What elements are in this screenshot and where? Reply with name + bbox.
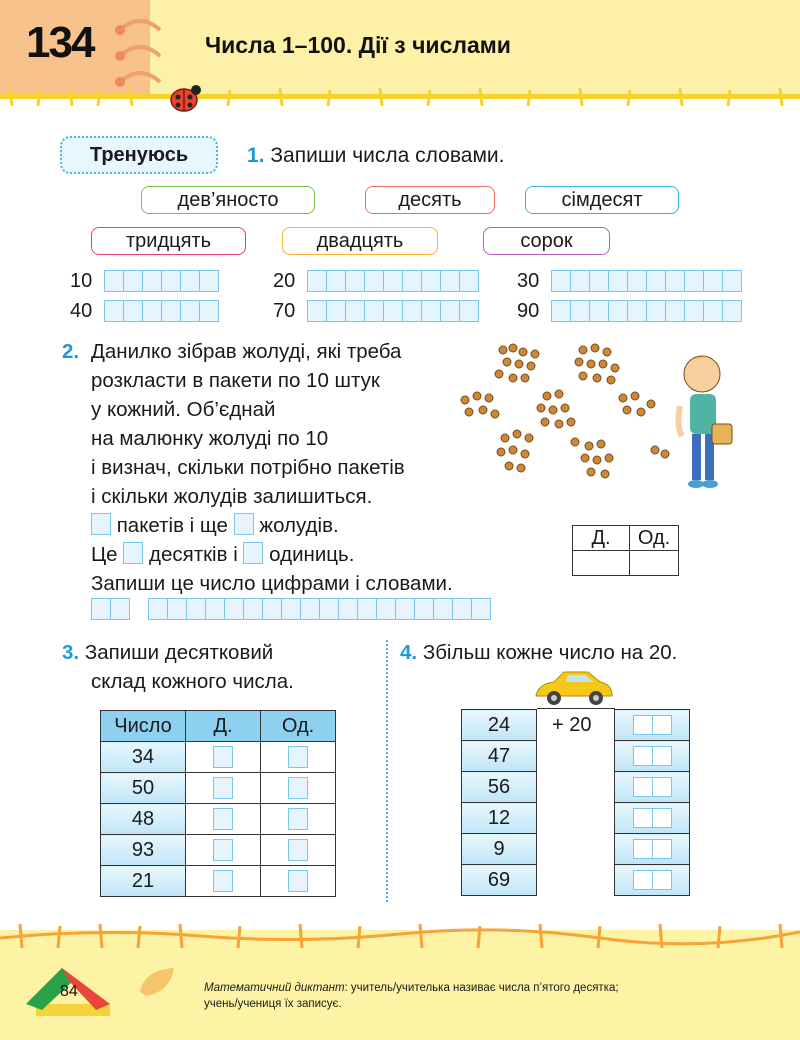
task1-text: Запиши числа словами. xyxy=(270,144,505,167)
input-column xyxy=(461,709,537,896)
tens-answer xyxy=(186,742,261,773)
word-card-twenty: двадцять xyxy=(282,227,438,255)
number-20: 20 xyxy=(273,270,296,292)
task2-text xyxy=(91,337,481,598)
ones-label: одиниць. xyxy=(269,543,355,566)
task1-instruction xyxy=(247,144,504,168)
answer-cells-20[interactable] xyxy=(307,270,478,292)
tens-box[interactable] xyxy=(213,839,233,861)
task4-number: 4. xyxy=(400,641,418,664)
ones-box[interactable] xyxy=(288,808,308,830)
leaf-icon xyxy=(134,962,184,1002)
task3-line1: Запиши десятковий xyxy=(84,641,274,664)
row-number: 21 xyxy=(101,866,186,897)
word-card-forty: сорок xyxy=(483,227,610,255)
footer-note-rest: : учитель/учителька називає числа п’ятого десятка; xyxy=(344,982,619,994)
footer-note xyxy=(204,980,764,1012)
ones-header: Од. xyxy=(630,526,679,551)
task2-line: Данилко зібрав жолуді, які треба xyxy=(91,340,402,363)
tens-header: Д. xyxy=(573,526,630,551)
boy-illustration xyxy=(672,346,742,496)
swirl-decoration xyxy=(112,8,172,98)
result-cell[interactable] xyxy=(615,772,690,803)
task2-number xyxy=(62,337,79,366)
ones-cell[interactable] xyxy=(630,551,679,576)
col-tens-header: Д. xyxy=(186,711,261,742)
result-cell[interactable] xyxy=(615,834,690,865)
task2-line: на малюнку жолуді по 10 xyxy=(91,427,329,450)
tens-box[interactable] xyxy=(213,746,233,768)
number-30: 30 xyxy=(517,270,540,292)
row-number: 50 xyxy=(101,773,186,804)
ones-box[interactable] xyxy=(288,839,308,861)
input-value: 47 xyxy=(462,741,537,772)
page-title: Числа 1–100. Дії з числами xyxy=(205,32,511,58)
write-line: Запиши це число цифрами і словами. xyxy=(91,572,453,595)
page-number-bottom: 84 xyxy=(60,983,78,1000)
number-90: 90 xyxy=(517,300,540,322)
tens-box[interactable] xyxy=(123,542,143,564)
task2-line: у кожний. Об’єднай xyxy=(91,398,276,421)
result-cell[interactable] xyxy=(615,741,690,772)
task2-number-label: 2. xyxy=(62,340,80,363)
number-10: 10 xyxy=(70,270,93,292)
tens-box[interactable] xyxy=(213,870,233,892)
number-words-cells[interactable] xyxy=(148,598,490,620)
packets-label: пакетів і ще xyxy=(116,514,228,537)
result-cell[interactable] xyxy=(615,710,690,741)
word-card-ten: десять xyxy=(365,186,495,214)
task1-number: 1. xyxy=(247,144,265,167)
task2-line: і скільки жолудів залишиться. xyxy=(91,485,373,508)
footer-note-italic: Математичний диктант xyxy=(204,982,345,994)
task2-line: розкласти в пакети по 10 штук xyxy=(91,369,380,392)
task4-text: Збільш кожне число на 20. xyxy=(422,641,678,664)
task2-place-value-table xyxy=(572,525,679,576)
acorns-illustration xyxy=(455,338,685,498)
tens-answer xyxy=(186,835,261,866)
result-cell[interactable] xyxy=(615,803,690,834)
grass-fence-top xyxy=(0,88,800,108)
tens-answer xyxy=(186,804,261,835)
task3-table xyxy=(100,710,336,897)
table-row xyxy=(101,742,336,773)
answer-cells-30[interactable] xyxy=(551,270,741,292)
input-value: 56 xyxy=(462,772,537,803)
input-value: 69 xyxy=(462,865,537,896)
row-number: 48 xyxy=(101,804,186,835)
task3-number: 3. xyxy=(62,641,80,664)
packets-line xyxy=(91,511,481,540)
task4-instruction xyxy=(400,638,677,667)
col-number-header: Число xyxy=(101,711,186,742)
packets-box[interactable] xyxy=(91,513,111,535)
ones-box[interactable] xyxy=(288,870,308,892)
car-icon xyxy=(530,668,616,710)
task2-line: і визнач, скільки потрібно пакетів xyxy=(91,456,405,479)
ones-answer xyxy=(261,804,336,835)
word-card-seventy: сімдесят xyxy=(525,186,679,214)
acorns-box[interactable] xyxy=(234,513,254,535)
result-column xyxy=(614,709,690,896)
page-number-top: 134 xyxy=(26,18,94,67)
tens-answer xyxy=(186,866,261,897)
tens-box[interactable] xyxy=(213,808,233,830)
acorns-label: жолудів. xyxy=(259,514,339,537)
number-40: 40 xyxy=(70,300,93,322)
tens-line xyxy=(91,540,481,569)
table-row xyxy=(101,773,336,804)
grass-fence-bottom xyxy=(0,920,800,950)
ones-answer xyxy=(261,866,336,897)
result-cell[interactable] xyxy=(615,865,690,896)
row-number: 93 xyxy=(101,835,186,866)
answer-cells-90[interactable] xyxy=(551,300,741,322)
table-row xyxy=(101,866,336,897)
ones-answer xyxy=(261,835,336,866)
number-digits-cells[interactable] xyxy=(91,598,129,620)
ones-answer xyxy=(261,742,336,773)
answer-cells-40[interactable] xyxy=(104,300,218,322)
input-value: 12 xyxy=(462,803,537,834)
task3-line2: склад кожного числа. xyxy=(91,670,294,693)
col-ones-header: Од. xyxy=(261,711,336,742)
ladybug-icon xyxy=(166,80,206,116)
answer-cells-70[interactable] xyxy=(307,300,478,322)
ones-answer xyxy=(261,773,336,804)
tens-label: десятків і xyxy=(148,543,238,566)
row-number: 34 xyxy=(101,742,186,773)
tens-cell[interactable] xyxy=(573,551,630,576)
ones-box[interactable] xyxy=(288,746,308,768)
footer-note-line2: учень/учениця їх записує. xyxy=(204,998,342,1010)
table-row xyxy=(101,835,336,866)
word-card-thirty: тридцять xyxy=(91,227,246,255)
answer-cells-10[interactable] xyxy=(104,270,218,292)
ones-box[interactable] xyxy=(243,542,263,564)
section-divider xyxy=(386,640,388,902)
word-card-ninety: дев’яносто xyxy=(141,186,315,214)
tens-box[interactable] xyxy=(213,777,233,799)
input-value: 9 xyxy=(462,834,537,865)
input-value: 24 xyxy=(462,710,537,741)
table-row xyxy=(101,804,336,835)
ones-box[interactable] xyxy=(288,777,308,799)
operator-label: + 20 xyxy=(552,714,592,736)
section-badge: Тренуюсь xyxy=(60,136,218,174)
tens-answer xyxy=(186,773,261,804)
number-70: 70 xyxy=(273,300,296,322)
tens-prefix: Це xyxy=(91,543,118,566)
task3-instruction xyxy=(62,638,362,696)
